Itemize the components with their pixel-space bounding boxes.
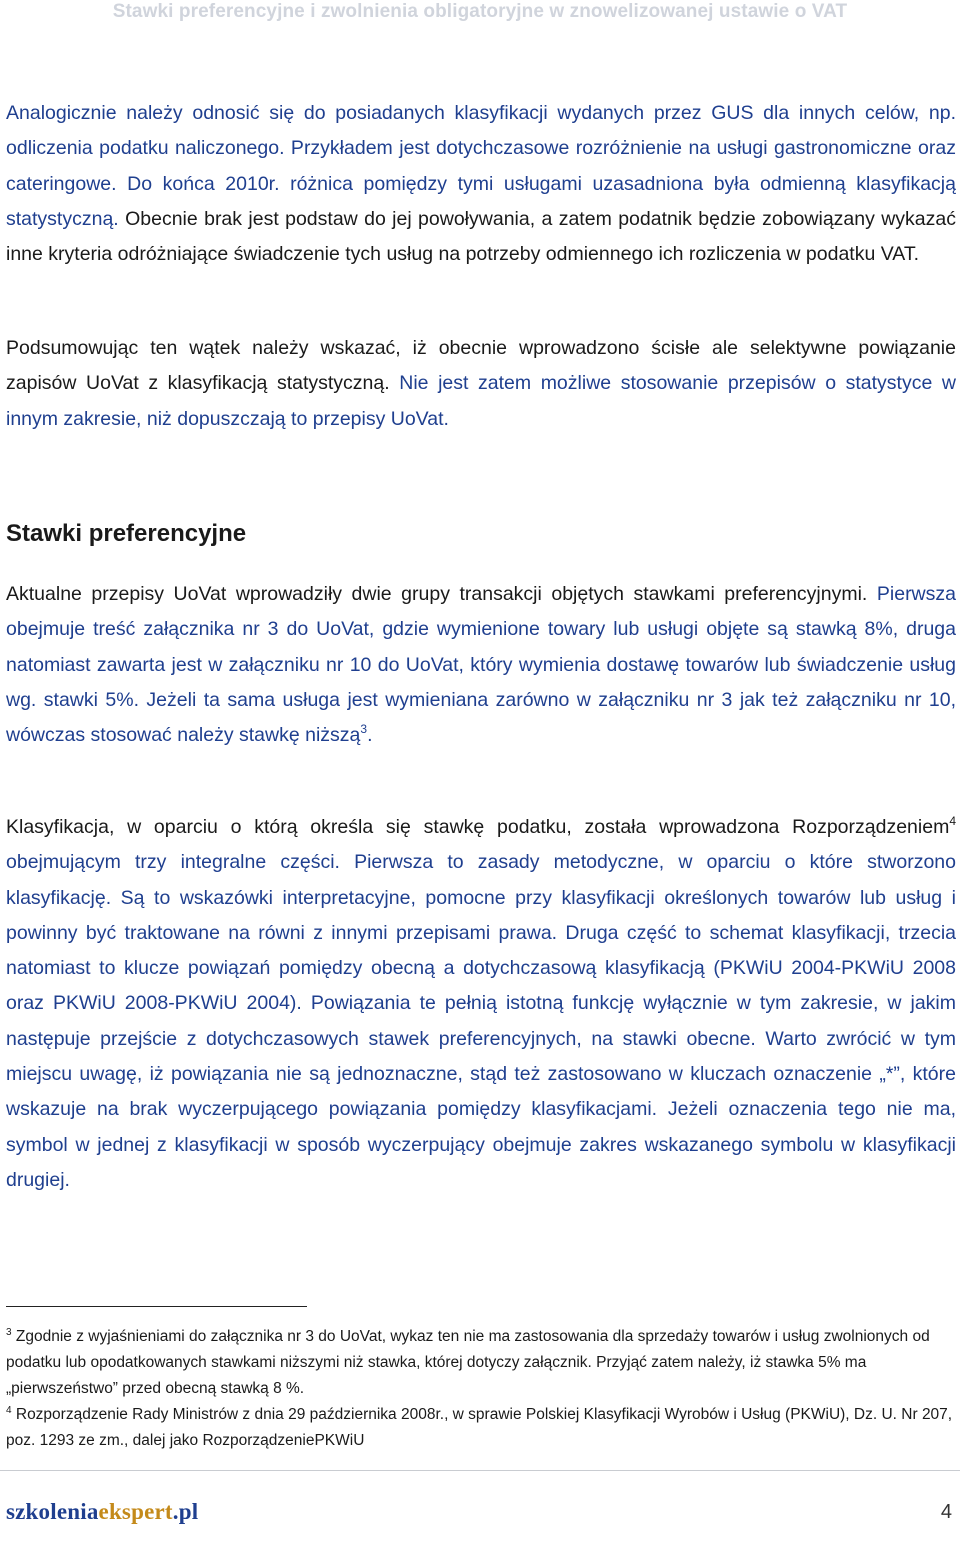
section-heading: Stawki preferencyjne bbox=[6, 520, 247, 547]
paragraph-klasyfikacja bbox=[6, 810, 956, 1198]
paragraph-highlighted-text: Analogicznie należy odnosić się do posiadanych klasyfikacji wydanych przez GUS dla innych celów, np. odliczenia podatku naliczonego. Przykładem jest dotychczasowe rozróżnienie na usługi gastronomiczne oraz cateringowe. Do końca 2010r. różnica pomiędzy tymi usługami uzasadniona była odmienną klasyfikacją statystyczną. bbox=[6, 102, 956, 230]
paragraph-text: Obecnie brak jest podstaw do jej powoływania, a zatem podatnik będzie zobowiązany wykazać inne kryteria odróżniające świadczenie tych usług na potrzeby odmiennego ich rozliczenia w podatku VAT. bbox=[6, 207, 956, 266]
paragraph-end-punctuation: . bbox=[367, 724, 373, 747]
logo-text-part: ekspert bbox=[98, 1499, 173, 1524]
footnote-text: Rozporządzenie Rady Ministrów z dnia 29 października 2008r., w sprawie Polskiej Klasyfikacji Wyrobów i Usług (PKWiU), Dz. U. Nr 207, poz. 1293 ze zm., dalej jako RozporządzeniePKWiU bbox=[6, 1406, 953, 1449]
footnote-ref-3[interactable]: 3 bbox=[360, 722, 368, 737]
paragraph-highlighted-text: Pierwsza obejmuje treść załącznika nr 3 do UoVat, gdzie wymienione towary lub usługi objęte są stawką 8%, druga natomiast zawarta jest w załączniku nr 10 do UoVat, który wymienia dostawę towarów lub świadczenie usług wg. stawki 5%. Jeżeli ta sama usługa jest wymieniana zarówno w załączniku nr 3 jak też załączniku nr 10, wówczas stosować należy stawkę niższą bbox=[6, 583, 956, 747]
paragraph-analogicznie bbox=[6, 96, 956, 272]
paragraph-text: Aktualne przepisy UoVat wprowadziły dwie grupy transakcji objętych stawkami preferencyjnymi. bbox=[6, 583, 868, 605]
footer-divider bbox=[0, 1470, 960, 1471]
footnote-number: 4 bbox=[6, 1405, 12, 1416]
logo-text-part: szkolenia bbox=[6, 1499, 99, 1524]
footer-logo[interactable] bbox=[6, 1497, 198, 1527]
footnote-ref-4[interactable]: 4 bbox=[949, 814, 956, 828]
footnote-text: Zgodnie z wyjaśnieniami do załącznika nr 3 do UoVat, wykaz ten nie ma zastosowania dla sprzedaży towarów i usług zwolnionych od podatku lub opodatkowanych stawkami niższymi niż stawka, której dotyczy załącznik. Przyjąć zatem należy, iż stawka 5% ma „pierwszeństwo” przed obecną stawką 8 %. bbox=[6, 1328, 930, 1397]
footnote-4 bbox=[6, 1402, 956, 1454]
logo-text-part: .pl bbox=[172, 1499, 199, 1524]
running-header: Stawki preferencyjne i zwolnienia obligatoryjne w znowelizowanej ustawie o VAT bbox=[112, 1, 848, 22]
footnote-number: 3 bbox=[6, 1327, 12, 1338]
footnote-3 bbox=[6, 1324, 956, 1402]
paragraph-podsumowujac bbox=[6, 331, 956, 437]
paragraph-highlighted-text: obejmującym trzy integralne części. Pierwsza to zasady metodyczne, w oparciu o które stworzono klasyfikację. Są to wskazówki interpretacyjne, pomocne przy klasyfikacji określonych towarów lub usług i powinny być traktowane na równi z innymi przepisami prawa. Druga część to schemat klasyfikacji, trzecia natomiast to klucze powiązań pomiędzy obecną a dotychczasową klasyfikacją (PKWiU 2004-PKWiU 2008 oraz PKWiU 2008-PKWiU 2004). Powiązania te pełnią istotną funkcję wyłącznie w tym zakresie, w jakim następuje przejście z dotychczasowych stawek preferencyjnych, na stawki obecne. Warto zwrócić w tym miejscu uwagę, iż powiązania nie są jednoznaczne, stąd też zastosowano w kluczach oznaczenie „*”, które wskazuje na brak wyczerpującego powiązania pomiędzy klasyfikacjami. Jeżeli oznaczenia tego nie ma, symbol w jednej z klasyfikacji w sposób wyczerpujący obejmuje zakres wskazanego symbolu w klasyfikacji drugiej. bbox=[6, 851, 956, 1191]
footnote-separator bbox=[6, 1306, 307, 1307]
paragraph-text: Podsumowując ten wątek należy wskazać, iż obecnie wprowadzono ścisłe ale selektywne powiązanie zapisów UoVat z klasyfikacją statystyczną. bbox=[6, 337, 956, 395]
paragraph-highlighted-text: Nie jest zatem możliwe stosowanie przepisów o statystyce w innym zakresie, niż dopuszczają to przepisy UoVat. bbox=[6, 372, 956, 430]
footnotes bbox=[6, 1324, 956, 1454]
page-number: 4 bbox=[940, 1501, 952, 1523]
paragraph-aktualne-przepisy bbox=[6, 577, 956, 753]
paragraph-text: Klasyfikacja, w oparciu o którą określa się stawkę podatku, została wprowadzona Rozporządzeniem bbox=[6, 816, 950, 838]
